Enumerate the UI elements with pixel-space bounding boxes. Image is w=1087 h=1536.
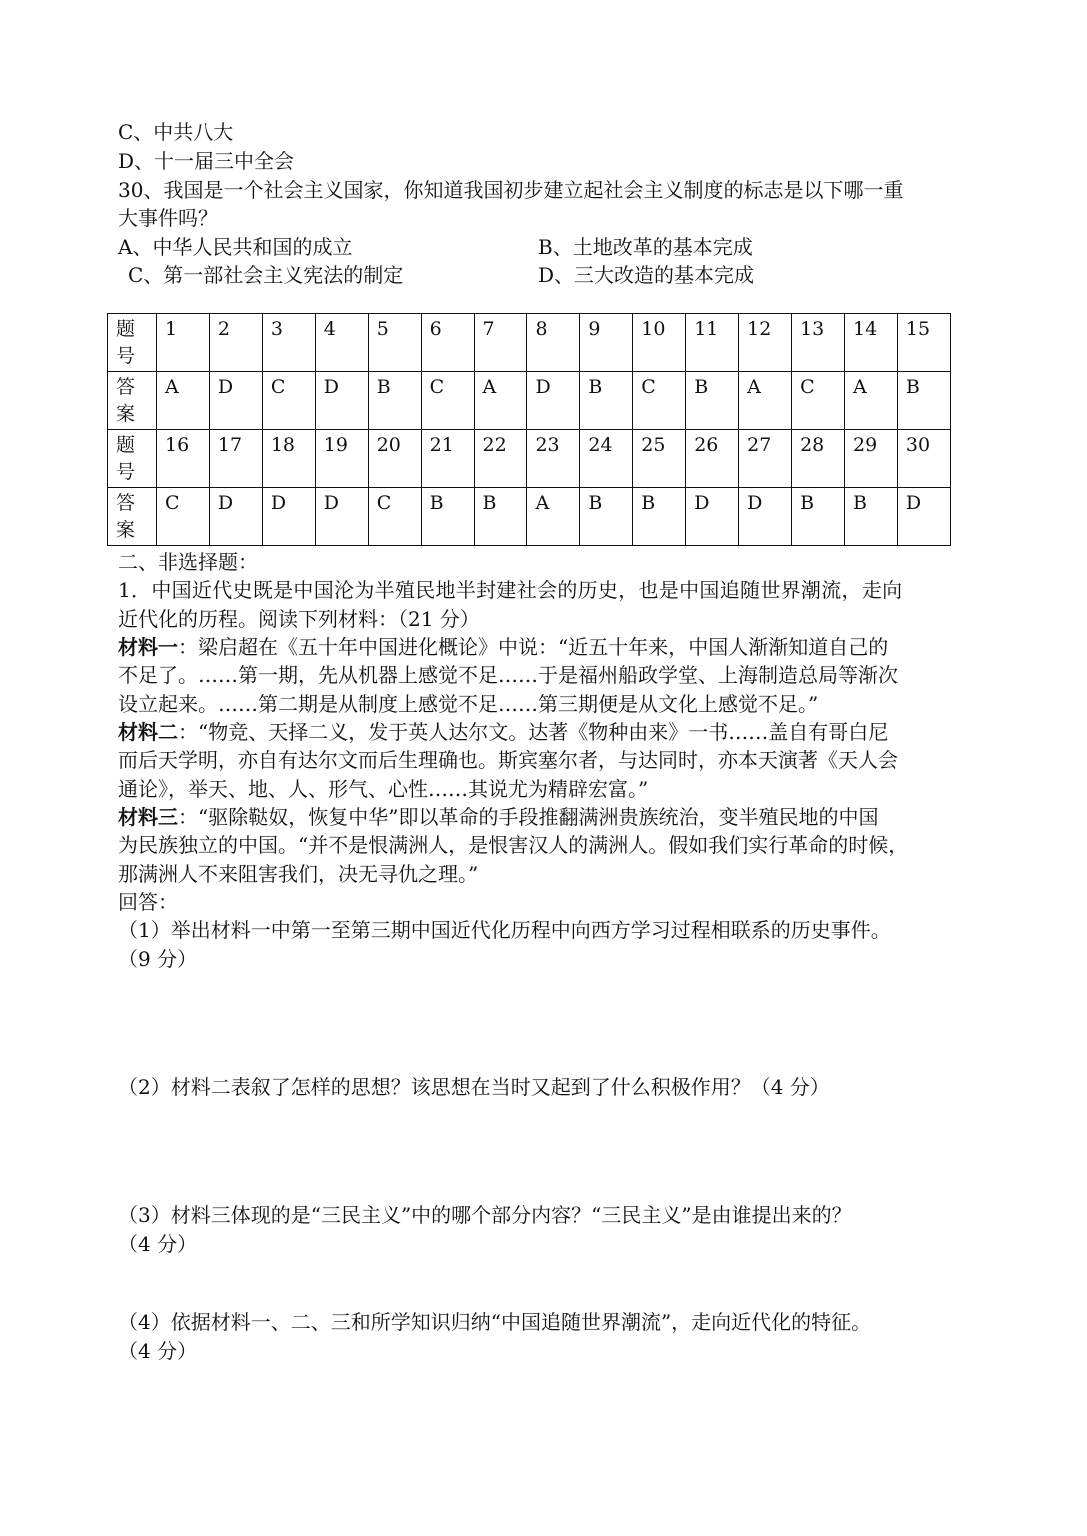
- table-cell: 18: [262, 430, 315, 488]
- material3-label: 材料三: [118, 805, 178, 829]
- table-row-label: 答案: [108, 372, 157, 430]
- table-cell: 10: [633, 314, 686, 372]
- subq4-line1: （4）依据材料一、二、三和所学知识归纳“中国追随世界潮流”，走向近代化的特征。: [118, 1310, 872, 1334]
- q30-option-d: D、三大改造的基本完成: [538, 263, 755, 287]
- table-cell: 21: [421, 430, 474, 488]
- table-cell: 4: [315, 314, 368, 372]
- table-cell: D: [315, 372, 368, 430]
- table-cell: 20: [368, 430, 421, 488]
- q30-stem-line2: 大事件吗？: [118, 206, 218, 230]
- table-cell: 27: [739, 430, 792, 488]
- material2-text: ：“物竞、天择二义，发于英人达尔文。达著《物种由来》一书……盖自有哥白尼: [178, 720, 889, 744]
- table-cell: B: [580, 372, 633, 430]
- table-cell: C: [633, 372, 686, 430]
- table-cell: B: [421, 488, 474, 546]
- table-cell: D: [739, 488, 792, 546]
- material1-label: 材料一: [118, 635, 178, 659]
- q30-stem-line1: 30、我国是一个社会主义国家，你知道我国初步建立起社会主义制度的标志是以下哪一重: [118, 178, 904, 202]
- table-cell: D: [209, 488, 262, 546]
- table-cell: D: [527, 372, 580, 430]
- table-row: [108, 314, 951, 372]
- subq4-line2: （4 分）: [118, 1339, 198, 1363]
- table-cell: 6: [421, 314, 474, 372]
- table-row: [108, 488, 951, 546]
- table-cell: C: [262, 372, 315, 430]
- material2-label: 材料二: [118, 720, 178, 744]
- table-cell: 28: [792, 430, 845, 488]
- table-cell: 30: [897, 430, 950, 488]
- table-cell: 19: [315, 430, 368, 488]
- table-cell: 29: [844, 430, 897, 488]
- table-cell: C: [368, 488, 421, 546]
- q1-intro-line1: 1．中国近代史既是中国沦为半殖民地半封建社会的历史，也是中国追随世界潮流，走向: [118, 578, 903, 602]
- table-cell: A: [527, 488, 580, 546]
- table-cell: A: [474, 372, 527, 430]
- table-cell: B: [580, 488, 633, 546]
- material2-line3: 通论》，举天、地、人、形气、心性……其说尤为精辟宏富。”: [118, 777, 649, 801]
- table-cell: 17: [209, 430, 262, 488]
- table-row-label: 题号: [108, 314, 157, 372]
- q29-option-c: C、中共八大: [118, 120, 234, 144]
- answer-table: [107, 313, 951, 546]
- table-cell: D: [315, 488, 368, 546]
- table-cell: A: [739, 372, 792, 430]
- table-cell: B: [633, 488, 686, 546]
- subq3-line2: （4 分）: [118, 1232, 198, 1256]
- table-cell: 22: [474, 430, 527, 488]
- table-row-label: 答案: [108, 488, 157, 546]
- table-cell: 15: [897, 314, 950, 372]
- table-cell: 24: [580, 430, 633, 488]
- table-row: [108, 430, 951, 488]
- material3-line3: 那满洲人不来阻害我们，决无寻仇之理。”: [118, 862, 479, 886]
- table-cell: 7: [474, 314, 527, 372]
- q29-option-d: D、十一届三中全会: [118, 149, 295, 173]
- table-cell: 8: [527, 314, 580, 372]
- subq1-line1: （1）举出材料一中第一至第三期中国近代化历程中向西方学习过程相联系的历史事件。: [118, 918, 891, 942]
- table-cell: 2: [209, 314, 262, 372]
- table-cell: B: [844, 488, 897, 546]
- table-cell: 12: [739, 314, 792, 372]
- material2-line1: [118, 718, 888, 746]
- answer-prompt: 回答：: [118, 890, 178, 914]
- table-cell: A: [844, 372, 897, 430]
- table-cell: 11: [686, 314, 739, 372]
- table-cell: 14: [844, 314, 897, 372]
- table-cell: D: [209, 372, 262, 430]
- q30-option-c: C、第一部社会主义宪法的制定: [128, 263, 404, 287]
- table-cell: C: [792, 372, 845, 430]
- table-cell: 23: [527, 430, 580, 488]
- q30-option-b: B、土地改革的基本完成: [538, 235, 753, 259]
- q30-option-a: A、中华人民共和国的成立: [118, 235, 353, 259]
- table-cell: D: [262, 488, 315, 546]
- table-cell: 3: [262, 314, 315, 372]
- table-cell: B: [474, 488, 527, 546]
- subq3-line1: （3）材料三体现的是“三民主义”中的哪个部分内容？“三民主义”是由谁提出来的？: [118, 1203, 852, 1227]
- table-cell: B: [792, 488, 845, 546]
- table-cell: 9: [580, 314, 633, 372]
- subq2: （2）材料二表叙了怎样的思想？该思想在当时又起到了什么积极作用？（4 分）: [118, 1075, 830, 1099]
- table-cell: 26: [686, 430, 739, 488]
- table-cell: 16: [157, 430, 210, 488]
- table-cell: C: [157, 488, 210, 546]
- material1-line3: 设立起来。……第二期是从制度上感觉不足……第三期便是从文化上感觉不足。”: [118, 692, 819, 716]
- table-cell: D: [686, 488, 739, 546]
- table-row-label: 题号: [108, 430, 157, 488]
- table-cell: B: [686, 372, 739, 430]
- table-cell: D: [897, 488, 950, 546]
- material2-line2: 而后天学明，亦自有达尔文而后生理确也。斯宾塞尔者，与达同时，亦本天演著《天人会: [118, 748, 898, 772]
- subq1-line2: （9 分）: [118, 947, 198, 971]
- material1-line1: [118, 633, 888, 661]
- table-cell: B: [897, 372, 950, 430]
- table-cell: B: [368, 372, 421, 430]
- material1-text: ：梁启超在《五十年中国进化概论》中说：“近五十年来，中国人渐渐知道自己的: [178, 635, 889, 659]
- table-cell: 13: [792, 314, 845, 372]
- material3-line1: [118, 803, 878, 831]
- section2-heading: 二、非选择题：: [118, 550, 258, 574]
- table-row: [108, 372, 951, 430]
- table-cell: 25: [633, 430, 686, 488]
- table-cell: A: [157, 372, 210, 430]
- material3-line2: 为民族独立的中国。“并不是恨满洲人，是恨害汉人的满洲人。假如我们实行革命的时候，: [118, 833, 909, 857]
- material3-text: ：“驱除鞑奴，恢复中华”即以革命的手段推翻满洲贵族统治，变半殖民地的中国: [178, 805, 879, 829]
- material1-line2: 不足了。……第一期，先从机器上感觉不足……于是福州船政学堂、上海制造总局等渐次: [118, 663, 898, 687]
- table-cell: 1: [157, 314, 210, 372]
- q1-intro-line2: 近代化的历程。阅读下列材料：（21 分）: [118, 607, 480, 631]
- table-cell: 5: [368, 314, 421, 372]
- table-cell: C: [421, 372, 474, 430]
